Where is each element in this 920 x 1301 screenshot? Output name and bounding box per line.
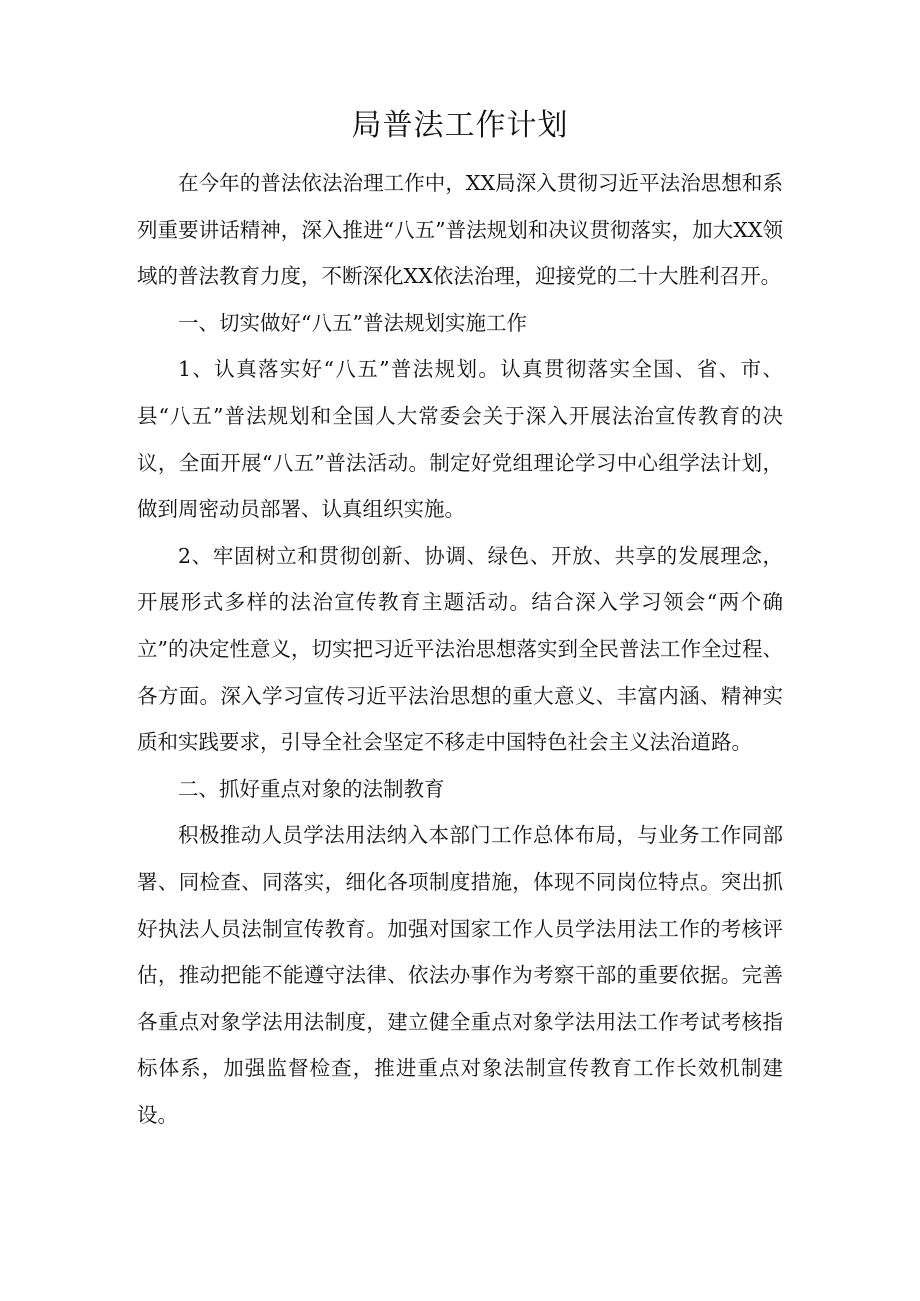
document-body [137,160,783,1138]
section-heading-1: 一、切实做好“八五”普法规划实施工作 [178,310,527,335]
item-paragraph-2: 2、牢固树立和贯彻创新、协调、绿色、开放、共享的发展理念，开展形式多样的法治宣传教育主题活动。结合深入学习领会“两个确立”的决定性意义，切实把习近平法治思想落实到全民普法工作全过程、各方面。深入学习宣传习近平法治思想的重大意义、丰富内涵、精神实质和实践要求，引导全社会坚定不移走中国特色社会主义法治道路。 [137,543,783,755]
intro-paragraph: 在今年的普法依法治理工作中，XX局深入贯彻习近平法治思想和系列重要讲话精神，深入推进“八五”普法规划和决议贯彻落实，加大XX领域的普法教育力度，不断深化XX依法治理，迎接党的二十大胜利召开。 [137,171,783,289]
section-heading-2: 二、抓好重点对象的法制教育 [178,776,445,801]
section-2-paragraph: 积极推动人员学法用法纳入本部门工作总体布局，与业务工作同部署、同检查、同落实，细化各项制度措施，体现不同岗位特点。突出抓好执法人员法制宣传教育。加强对国家工作人员学法用法工作的考核评估，推动把能不能遵守法律、依法办事作为考察干部的重要依据。完善各重点对象学法用法制度，建立健全重点对象学法用法工作考试考核指标体系，加强监督检查，推进重点对象法制宣传教育工作长效机制建设。 [137,823,783,1127]
item-paragraph-1: 1、认真落实好“八五”普法规划。认真贯彻落实全国、省、市、县“八五”普法规划和全国人大常委会关于深入开展法治宣传教育的决议，全面开展“八五”普法活动。制定好党组理论学习中心组学法计划，做到周密动员部署、认真组织实施。 [137,357,783,522]
document-title: 局普法工作计划 [351,108,569,143]
